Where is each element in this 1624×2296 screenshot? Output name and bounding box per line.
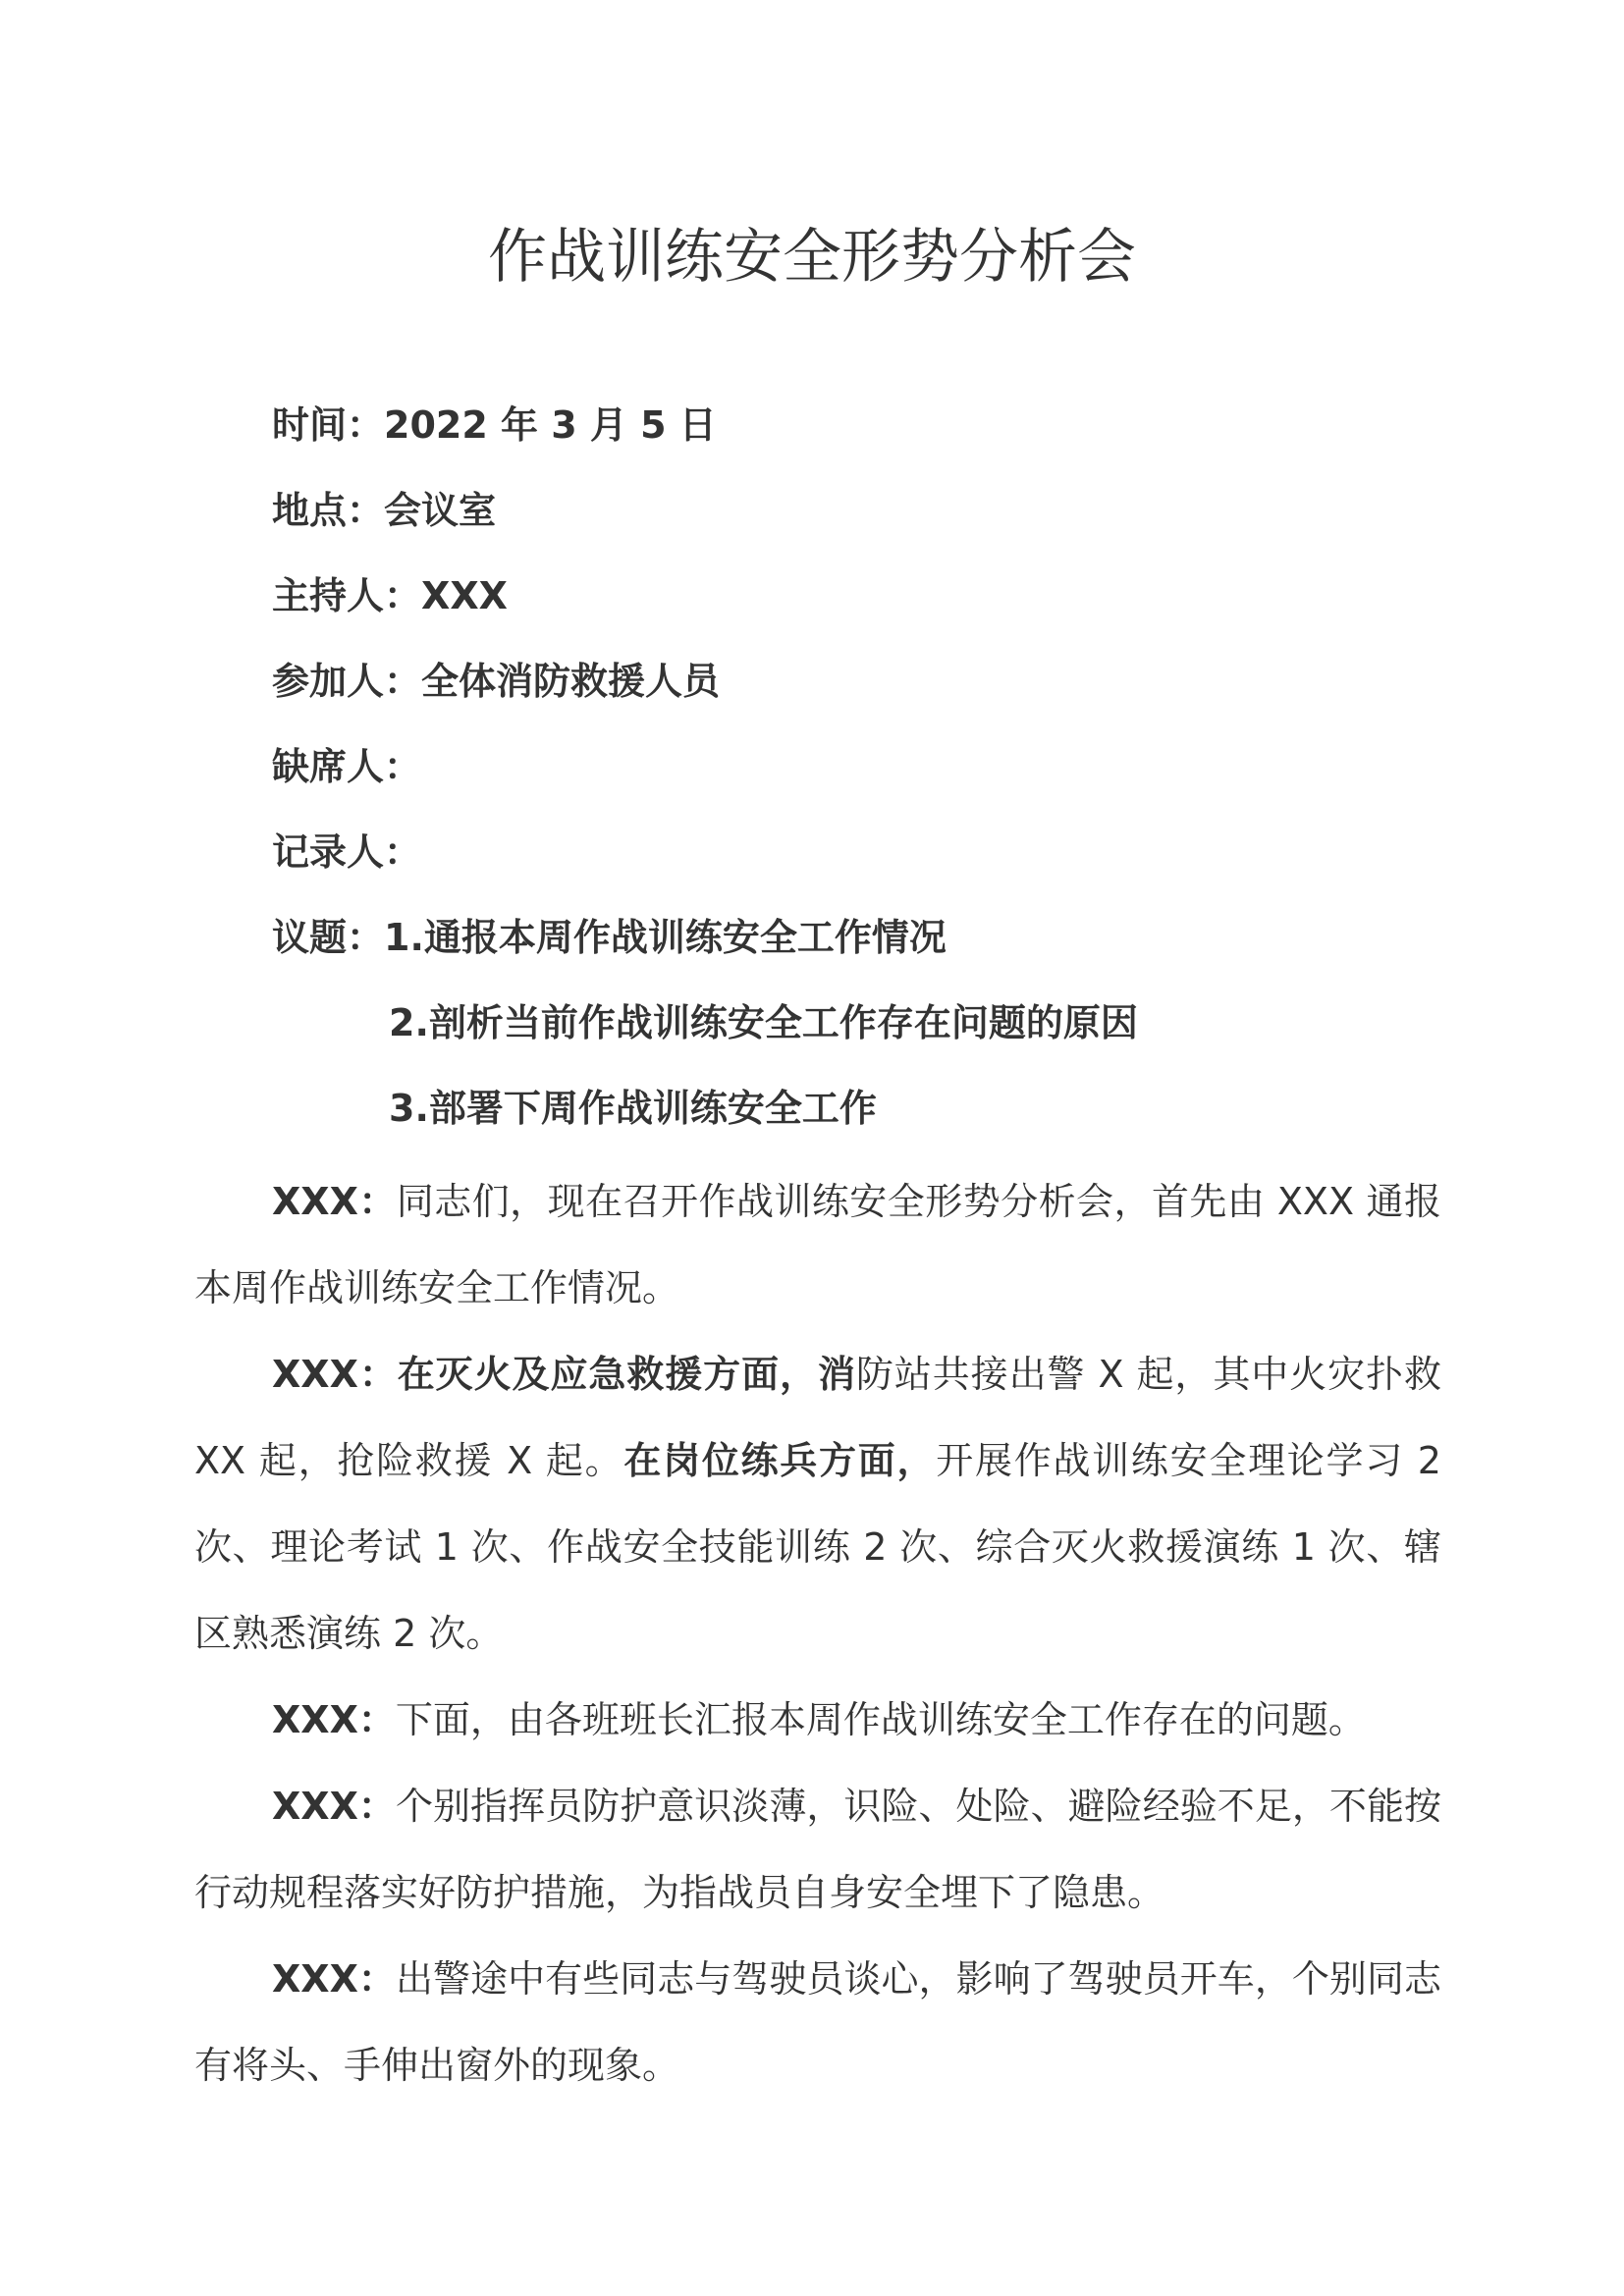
agenda-label: 议题： bbox=[272, 916, 385, 959]
attendees-value: 全体消防救援人员 bbox=[421, 660, 721, 703]
meeting-transcript bbox=[194, 1158, 1441, 2109]
host-label: 主持人： bbox=[272, 574, 422, 617]
transcript-paragraph-3 bbox=[194, 1677, 1441, 1763]
meeting-time bbox=[272, 391, 1450, 476]
speaker-name: XXX： bbox=[272, 1785, 396, 1828]
paragraph-bold-heading: 在岗位练兵方面， bbox=[623, 1439, 937, 1482]
paragraph-bold-heading: 在灭火及应急救援方面，消 bbox=[397, 1353, 856, 1396]
place-value: 会议室 bbox=[384, 489, 497, 532]
meeting-host bbox=[272, 561, 1450, 647]
speaker-name: XXX： bbox=[272, 1180, 397, 1223]
absent-label: 缺席人： bbox=[272, 745, 422, 788]
transcript-paragraph-5 bbox=[194, 1936, 1441, 2109]
speaker-name: XXX： bbox=[272, 1353, 398, 1396]
time-label: 时间： bbox=[272, 403, 385, 447]
meeting-place bbox=[272, 476, 1450, 561]
agenda-item-2: 2.剖析当前作战训练安全工作存在问题的原因 bbox=[389, 1001, 1138, 1044]
paragraph-text: 防站共接出警 X 起，其中火灾扑救 XX 起，抢险救援 X 起。 bbox=[194, 1353, 1441, 1482]
paragraph-text: 出警途中有些同志与驾驶员谈心，影响了驾驶员开车，个别同志有将头、手伸出窗外的现象。 bbox=[194, 1957, 1441, 2087]
transcript-paragraph-2 bbox=[194, 1331, 1441, 1677]
document-title: 作战训练安全形势分析会 bbox=[488, 223, 1136, 292]
host-value: XXX bbox=[421, 574, 508, 617]
agenda-item-1: 1.通报本周作战训练安全工作情况 bbox=[384, 916, 947, 959]
speaker-name: XXX： bbox=[272, 1957, 396, 2001]
meeting-recorder bbox=[272, 818, 1450, 903]
agenda-item-3: 3.部署下周作战训练安全工作 bbox=[389, 1087, 877, 1130]
meeting-absent bbox=[272, 732, 1450, 818]
transcript-paragraph-1 bbox=[194, 1158, 1441, 1331]
meeting-agenda bbox=[272, 903, 1450, 988]
place-label: 地点： bbox=[272, 489, 385, 532]
paragraph-text: 下面，由各班班长汇报本周作战训练安全工作存在的问题。 bbox=[395, 1698, 1366, 1741]
recorder-label: 记录人： bbox=[272, 830, 422, 874]
meeting-info bbox=[272, 391, 1450, 1159]
paragraph-text: 个别指挥员防护意识淡薄，识险、处险、避险经验不足，不能按行动规程落实好防护措施，为指战员自身安全埋下了隐患。 bbox=[194, 1785, 1441, 1914]
transcript-paragraph-4 bbox=[194, 1763, 1441, 1936]
meeting-attendees bbox=[272, 647, 1450, 732]
paragraph-text: 开展作战训练安全理论学习 2 次、理论考试 1 次、作战安全技能训练 2 次、综合灭火救援演练 1 次、辖区熟悉演练 2 次。 bbox=[194, 1439, 1441, 1655]
paragraph-text: 同志们，现在召开作战训练安全形势分析会，首先由 XXX 通报本周作战训练安全工作情况。 bbox=[194, 1180, 1441, 1309]
time-value: 2022 年 3 月 5 日 bbox=[384, 403, 717, 447]
attendees-label: 参加人： bbox=[272, 660, 422, 703]
speaker-name: XXX： bbox=[272, 1698, 396, 1741]
